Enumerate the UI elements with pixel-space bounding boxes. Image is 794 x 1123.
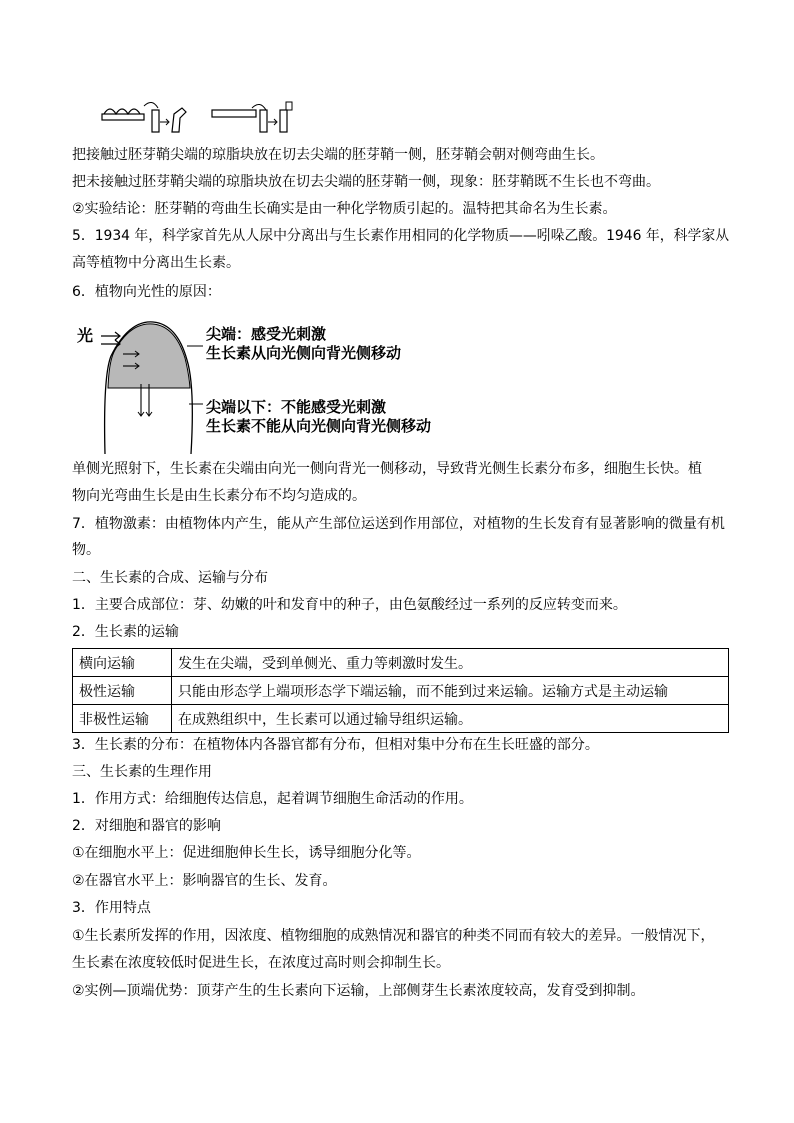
light-label: 光 — [77, 326, 94, 345]
text-line: 6．植物向光性的原因： — [72, 284, 221, 300]
text-line: 3．作用特点 — [72, 900, 151, 916]
tip-label-line1: 尖端：感受光刺激 — [206, 325, 327, 343]
text-line: 3．生长素的分布：在植物体内各器官都有分布，但相对集中分布在生长旺盛的部分。 — [72, 737, 599, 753]
text-line: 物向光弯曲生长是由生长素分布不均匀造成的。 — [72, 488, 366, 504]
tip-label-line2: 生长素从向光侧向背光侧移动 — [206, 344, 402, 362]
decapitated-coleoptile-2 — [260, 110, 267, 132]
table-cell-desc: 只能由形态学上端项形态学下端运输，而不能到过来运输。运输方式是主动运输 — [172, 677, 729, 705]
section-heading: 二、生长素的合成、运输与分布 — [72, 570, 268, 586]
text-line: 5．1934 年，科学家首先从人尿中分离出与生长素作用相同的化学物质——吲哚乙酸。1946 年，科学家从 — [72, 228, 730, 244]
text-line: ②在器官水平上：影响器官的生长、发育。 — [72, 873, 337, 889]
table-row — [73, 649, 729, 677]
text-line: 把接触过胚芽鞘尖端的琼脂块放在切去尖端的胚芽鞘一侧，胚芽鞘会朝对侧弯曲生长。 — [72, 147, 604, 163]
curved-arrow-2 — [252, 104, 266, 110]
table-row — [73, 705, 729, 733]
unbent-coleoptile — [280, 110, 287, 132]
table-cell-desc: 发生在尖端，受到单侧光、重力等刺激时发生。 — [172, 649, 729, 677]
text-line: ①在细胞水平上：促进细胞伸长生长，诱导细胞分化等。 — [72, 845, 421, 861]
decapitated-coleoptile — [152, 110, 159, 132]
text-line: 7．植物激素：由植物体内产生，能从产生部位运送到作用部位，对植物的生长发育有显著影响的微量有机 — [72, 516, 725, 532]
text-line: 高等植物中分离出生长素。 — [72, 255, 240, 271]
bent-coleoptile — [172, 108, 186, 132]
shaded-tip — [108, 324, 190, 388]
text-line: 物。 — [72, 542, 100, 558]
table-cell-type: 非极性运输 — [73, 705, 172, 733]
plain-agar-block — [212, 110, 256, 117]
curved-arrow — [144, 102, 158, 108]
phototropism-diagram — [75, 316, 225, 456]
below-tip-label-line1: 尖端以下：不能感受光刺激 — [206, 398, 387, 416]
text-line: 2．生长素的运输 — [72, 624, 179, 640]
text-line: 单侧光照射下，生长素在尖端由向光一侧向背光一侧移动，导致背光侧生长素分布多，细胞生长快。植 — [72, 461, 702, 477]
coleoptile-tips-on-agar — [102, 109, 144, 120]
below-tip-label-line2: 生长素不能从向光侧向背光侧移动 — [206, 417, 432, 435]
text-line: ②实验结论：胚芽鞘的弯曲生长确实是由一种化学物质引起的。温特把其命名为生长素。 — [72, 201, 617, 217]
text-line: ②实例—顶端优势：顶芽产生的生长素向下运输，上部侧芽生长素浓度较高，发育受到抑制。 — [72, 983, 645, 999]
table-row — [73, 677, 729, 705]
agar-block-experiment-figure — [100, 98, 310, 136]
text-line: 把未接触过胚芽鞘尖端的琼脂块放在切去尖端的胚芽鞘一侧，现象：胚芽鞘既不生长也不弯曲。 — [72, 174, 660, 190]
table-cell-desc: 在成熟组织中，生长素可以通过输导组织运输。 — [172, 705, 729, 733]
text-line: 1．主要合成部位：芽、幼嫩的叶和发育中的种子，由色氨酸经过一系列的反应转变而来。 — [72, 597, 627, 613]
text-line: 生长素在浓度较低时促进生长，在浓度过高时则会抑制生长。 — [72, 955, 450, 971]
text-line: ①生长素所发挥的作用，因浓度、植物细胞的成熟情况和器官的种类不同而有较大的差异。一般情况下， — [72, 928, 715, 944]
text-line: 2．对细胞和器官的影响 — [72, 818, 221, 834]
table-cell-type: 横向运输 — [73, 649, 172, 677]
transport-table — [72, 648, 729, 733]
table-cell-type: 极性运输 — [73, 677, 172, 705]
text-line: 1．作用方式：给细胞传达信息，起着调节细胞生命活动的作用。 — [72, 791, 473, 807]
section-heading: 三、生长素的生理作用 — [72, 764, 212, 780]
